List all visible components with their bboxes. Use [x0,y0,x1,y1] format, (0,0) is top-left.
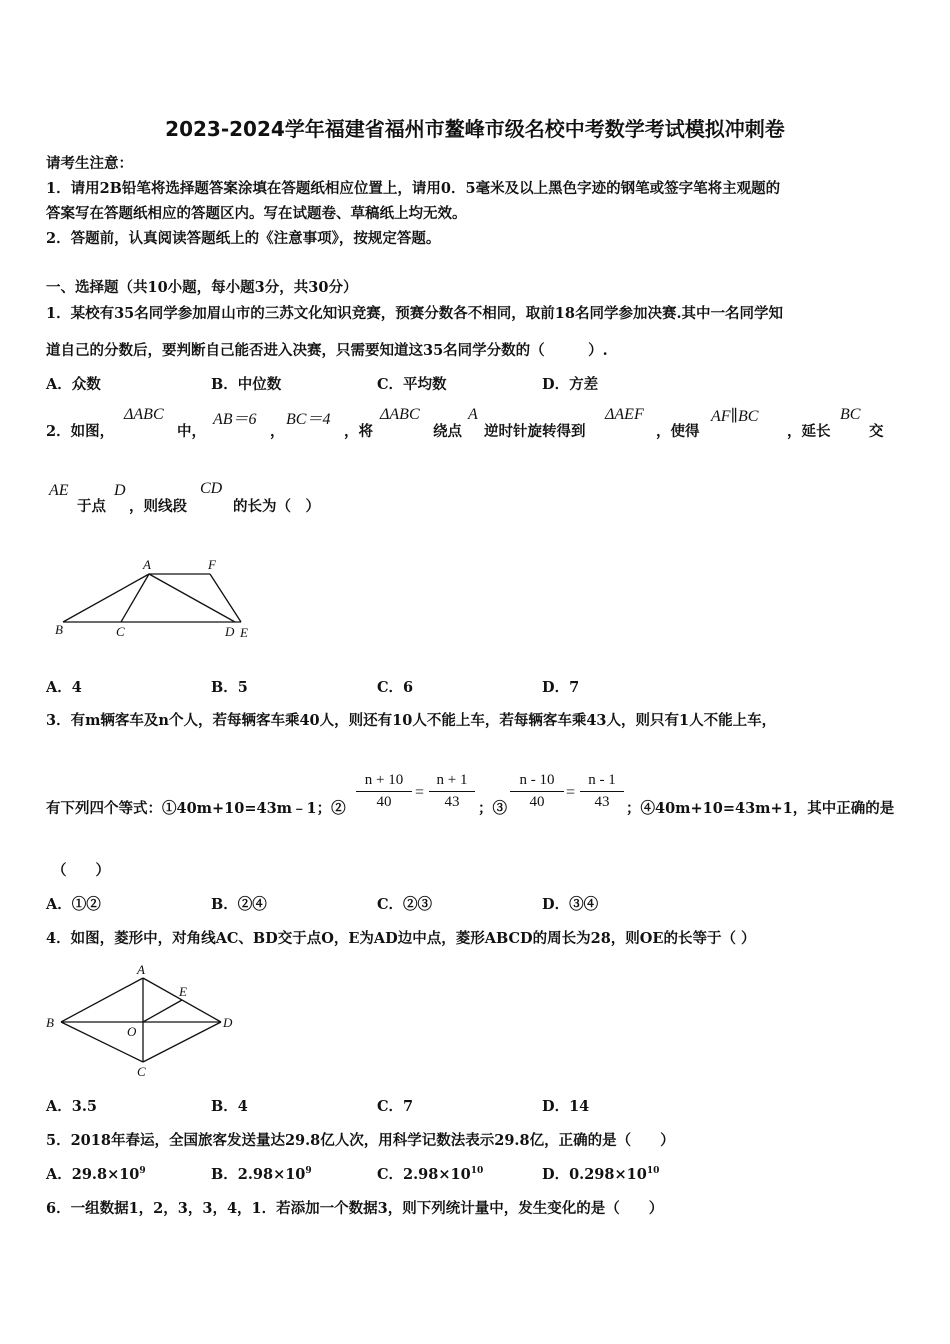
q1-option-c: C．平均数 [377,376,447,393]
q5-option-d [542,1163,659,1184]
q3-fraction-3-denominator: 40 [529,794,545,810]
q2-label-b: B [55,622,63,637]
notice-line-2: 答案写在答题纸相应的答题区内。写在试题卷、草稿纸上均无效。 [46,205,467,222]
q2-option-b: B．5 [211,679,248,696]
q2-segment-ab [63,574,149,622]
q1-line-1: 1．某校有35名同学参加眉山市的三苏文化知识竞赛，预赛分数各不相同，取前18名同学参加决赛.其中一名同学知 [46,305,783,322]
q3-fraction-1-denominator: 40 [376,794,392,810]
q5-option-c [377,1163,483,1184]
q3-answer-paren: （ ） [52,862,110,879]
q3-fraction-4 [580,772,624,811]
q3-equations-intro: 有下列四个等式：①40m+10=43m﹣1；② [46,800,346,817]
q2-math-triangle-aef: ΔAEF [605,406,644,423]
q3-separator: ；③ [478,800,507,817]
q2-segment-fe [210,574,241,622]
page-title: 2023-2024学年福建省福州市鳌峰市级名校中考数学考试模拟冲刺卷 [165,117,785,141]
q5-option-b-base: B．2.98×10 [211,1166,306,1183]
q2-math-point-a: A [468,406,478,423]
section-heading: 一、选择题（共10小题，每小题3分，共30分） [46,279,358,296]
q5-option-b [211,1163,312,1184]
q4-label-b: B [46,1015,54,1030]
q2-label-f: F [208,557,216,572]
q1-option-b: B．中位数 [211,376,282,393]
q4-option-d: D．14 [542,1098,590,1115]
q2-text-12: 的长为（ ） [233,498,320,515]
q3-equations-outro: ；④40m+10=43m+1，其中正确的是 [626,800,895,817]
q4-label-d: D [223,1015,233,1030]
q3-equals-2: = [566,784,576,801]
q2-text-4: ，将 [344,423,373,440]
q2-text-7: ，使得 [656,423,700,440]
q2-text-9: 交 [869,423,884,440]
q4-rhombus-figure [40,960,245,1080]
q4-segment-dc [143,1022,221,1062]
q2-label-c: C [116,624,125,639]
q3-fraction-1-numerator: n + 10 [364,772,404,788]
q4-segment-oe [143,1000,182,1022]
q1-option-a: A．众数 [46,376,101,393]
q2-text-3: ， [270,423,285,440]
q2-label-e: E [240,625,248,640]
q2-option-d: D．7 [542,679,580,696]
q2-math-af-parallel-bc: AF∥BC [711,408,759,425]
q2-text-8: ，延长 [787,423,831,440]
q2-math-triangle-abc-2: ΔABC [380,406,420,423]
notice-heading: 请考生注意： [46,155,133,172]
q3-fraction-4-denominator: 43 [594,794,610,810]
q3-option-a: A．①② [46,896,101,913]
q2-math-ae: AE [49,482,69,499]
q4-option-c: C．7 [377,1098,414,1115]
q2-label-a: A [143,557,151,572]
q6-text: 6．一组数据1，2，3，3，4，1．若添加一个数据3，则下列统计量中，发生变化的是（ ） [46,1200,664,1217]
q3-fraction-2 [429,772,475,811]
q3-option-d: D．③④ [542,896,599,913]
q3-fraction-2-denominator: 43 [444,794,460,810]
q2-figure [48,555,263,645]
q4-segment-ba [61,978,143,1022]
q2-text-5: 绕点 [433,423,462,440]
q5-option-a-exponent: 9 [139,1166,146,1177]
q4-label-e: E [179,984,187,999]
q2-text-10: 于点 [77,498,106,515]
q5-option-b-exponent: 9 [305,1166,312,1177]
q2-math-bc-2: BC [840,406,861,423]
q1-line-2: 道自己的分数后，要判断自己能否进入决赛，只需要知道这35名同学分数的（ ）. [46,342,608,359]
q3-fraction-1 [356,772,412,811]
q5-option-a-base: A．29.8×10 [46,1166,140,1183]
q4-label-a: A [137,962,145,977]
q5-option-d-exponent: 10 [646,1166,660,1177]
q3-fraction-2-numerator: n + 1 [436,772,468,788]
q5-option-a [46,1163,146,1184]
q5-option-c-base: C．2.98×10 [377,1166,471,1183]
q2-text-11: ，则线段 [129,498,187,515]
q2-math-triangle-abc: ΔABC [124,406,164,423]
q3-fraction-4-numerator: n - 1 [588,772,616,788]
q3-fraction-3 [510,772,564,811]
q5-text: 5．2018年春运，全国旅客发送量达29.8亿人次，用科学记数法表示29.8亿，正确的是（ ） [46,1132,675,1149]
q2-option-c: C．6 [377,679,414,696]
notice-line-3: 2．答题前，认真阅读答题纸上的《注意事项》，按规定答题。 [46,230,441,247]
q2-math-bc: BC＝4 [286,411,331,428]
q2-math-ab: AB＝6 [213,411,257,428]
q4-label-c: C [137,1064,146,1079]
notice-line-1: 1．请用2B铅笔将选择题答案涂填在答题纸相应位置上，请用0．5毫米及以上黑色字迹的钢笔或签字笔将主观题的 [46,180,781,197]
q3-line-1: 3．有m辆客车及n个人，若每辆客车乘40人，则还有10人不能上车，若每辆客车乘43人，则只有1人不能上车， [46,712,777,729]
q4-option-b: B．4 [211,1098,248,1115]
q4-label-o: O [127,1024,137,1039]
q5-option-c-exponent: 10 [470,1166,484,1177]
q3-fraction-3-numerator: n - 10 [519,772,555,788]
q3-option-c: C．②③ [377,896,433,913]
q2-text-6: 逆时针旋转得到 [484,423,586,440]
q2-math-point-d: D [114,482,126,499]
q2-segment-ad [149,574,235,622]
q2-text-1: 2．如图， [46,423,115,440]
q5-option-d-base: D．0.298×10 [542,1166,647,1183]
q4-option-a: A．3.5 [46,1098,97,1115]
q2-math-cd: CD [200,480,223,497]
q4-text: 4．如图，菱形中，对角线AC、BD交于点O，E为AD边中点，菱形ABCD的周长为28，则OE的长等于（ ） [46,930,756,947]
q2-option-a: A．4 [46,679,82,696]
q2-label-d: D [225,624,235,639]
q3-equals-1: = [415,784,425,801]
q1-option-d: D．方差 [542,376,599,393]
q3-option-b: B．②④ [211,896,267,913]
q2-text-2: 中， [177,423,206,440]
